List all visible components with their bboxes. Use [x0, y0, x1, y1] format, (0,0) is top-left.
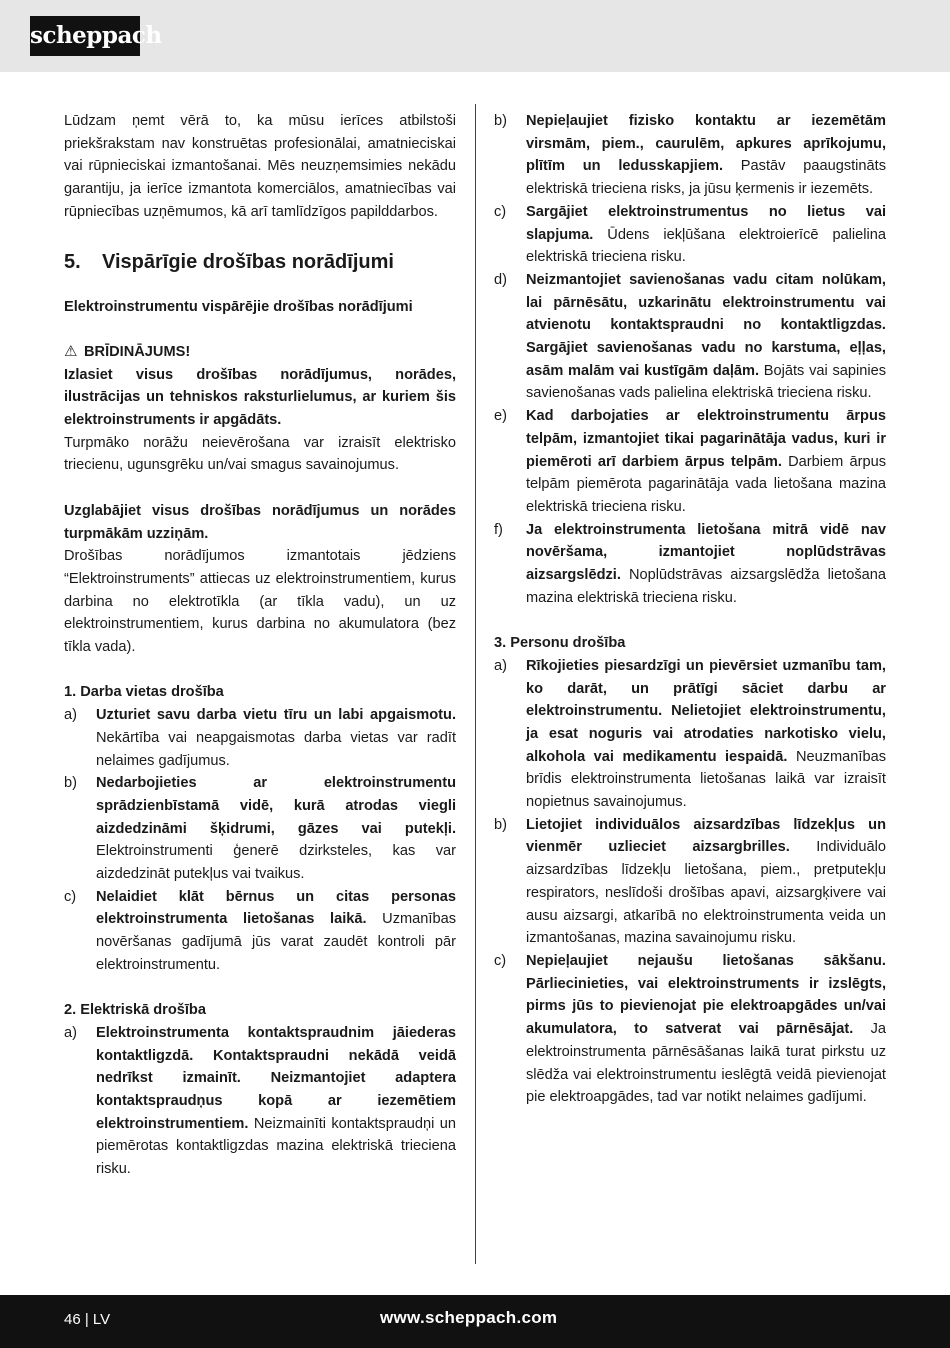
- list-item-label: b): [494, 113, 507, 129]
- warning-bold-text: Izlasiet visus drošības norādījumus, norādes, ilustrācijas un tehniskos raksturlielumus, ar kuriem šis elektroinstruments ir apgādāts.: [64, 366, 456, 429]
- list-item-bold: Rīkojieties piesardzīgi un pievērsiet uzmanību tam, ko darāt, un prātīgi sāciet darbu ar elektroinstrumentu. Nelietojiet elektroinstrumentu, ja esat noguris vai atrodaties narkotisko vielu, alkohola vai medikamentu iespaidā.: [526, 657, 886, 765]
- list-item: [494, 110, 886, 201]
- website-link[interactable]: www.scheppach.com: [380, 1308, 558, 1327]
- list-item-body: Pastāv paaugstināts elektriskā trieciena risks, ja jūsu ķermenis ir iezemēts.: [526, 158, 886, 198]
- list-item-text: [96, 1022, 456, 1181]
- list-item: [494, 814, 886, 950]
- column-divider: [475, 104, 476, 1264]
- list-item-text: [526, 405, 886, 519]
- section-number: 5.: [64, 250, 81, 273]
- list-item: [64, 772, 456, 886]
- list-item-body: Noplūdstrāvas aizsargslēdža lietošana mazina elektriskā trieciena risku.: [526, 567, 886, 606]
- list-item-bold: Nelaidiet klāt bērnus un citas personas elektroinstrumenta lietošanas laikā.: [96, 888, 456, 928]
- list-item-body: Bojāts vai sapinies savienošanas vads palielina elektriskā trieciena risku.: [526, 362, 886, 402]
- list-item-label: c): [494, 953, 507, 969]
- list-item-text: [526, 950, 886, 1109]
- subtitle: Elektroinstrumentu vispārējie drošības norādījumi: [64, 298, 413, 315]
- page-number: 46 | LV: [64, 1311, 111, 1328]
- list-item-label: c): [494, 203, 507, 220]
- list-item-body: Uzmanības novēršanas gadījumā jūs varat zaudēt kontroli pār elektroinstrumentu.: [96, 911, 456, 973]
- list-item-bold: Sargājiet elektroinstrumentus no lietus vai slapjuma.: [526, 203, 886, 243]
- list-item-body: Nekārtība vai neapgaismotas darba vietas var radīt nelaimes gadījumus.: [96, 729, 456, 769]
- s3-title: 3. Personu drošība: [494, 635, 626, 652]
- list-item-bold: Uzturiet savu darba vietu tīru un labi apgaismotu.: [96, 707, 456, 724]
- list-item-text: [526, 269, 886, 405]
- list-item: [494, 405, 886, 519]
- list-item-body: Neizmainīti kontaktspraudņi un piemērotas kontaktligzdas mazina elektriskā trieciena risku.: [96, 1115, 456, 1178]
- list-item-body: Darbiem ārpus telpām piemērota pagarinātāja vada lietošana mazina elektriskā trieciena risku.: [526, 453, 886, 515]
- warning-text: Turpmāko norāžu neievērošana var izraisīt elektrisko triecienu, ugunsgrēku un/vai smagus savainojumus.: [64, 434, 456, 474]
- section-title: Vispārīgie drošības norādījumi: [102, 250, 394, 273]
- list-item-text: [526, 201, 886, 269]
- intro-paragraph: Lūdzam ņemt vērā to, ka mūsu ierīces atbilstoši priekšrakstam nav konstruētas profesionālai, amatnieciskai vai rūpnieciskai izmantošanai. Mēs neuzņemsimies nekādu garantiju, ja ierīce izmantota komerciālos, amatniecības vai rūpniecības uzņēmumos, kā arī tamlīdzīgos papilddarbos.: [64, 113, 456, 220]
- warning-heading: [64, 341, 456, 364]
- list-item-body: Individuālo aizsardzības līdzekļu lietošana, piem., pretputekļu respirators, neslīdoši drošības apavi, aizsargķivere vai ausu aizsargi, atkarībā no elektroinstrumenta veida un izmantošanas, mazina savainojumu risku.: [526, 839, 886, 947]
- s2-list-continued: [494, 110, 886, 609]
- warning-label: BRĪDINĀJUMS!: [84, 343, 191, 360]
- list-item-bold: Nepieļaujiet fizisko kontaktu ar iezemētām virsmām, piem., caurulēm, apkures aprīkojumu, plītīm un ledusskapjiem.: [526, 113, 886, 175]
- s1-title: 1. Darba vietas drošība: [64, 684, 224, 701]
- list-item: [494, 950, 886, 1109]
- scheppach-logo: scheppach: [30, 16, 140, 56]
- list-item: [64, 886, 456, 977]
- list-item-text: [96, 886, 456, 977]
- left-column: [64, 110, 456, 1181]
- s2-title: 2. Elektriskā drošība: [64, 1002, 206, 1019]
- list-item-bold: Ja elektroinstrumenta lietošana mitrā vidē nav novēršama, izmantojiet noplūdstrāvas aizsargslēdzi.: [526, 521, 886, 584]
- list-item-body: Neuzmanības brīdis elektroinstrumenta lietošanas laikā var izraisīt nopietnus savainojumus.: [526, 748, 886, 811]
- list-item-label: a): [64, 707, 77, 724]
- s2-list: [64, 1022, 456, 1181]
- list-item: [494, 201, 886, 269]
- warning-triangle-icon: ⚠: [64, 342, 78, 360]
- list-item: [494, 655, 886, 814]
- list-item-label: d): [494, 271, 507, 288]
- s1-list: [64, 704, 456, 976]
- list-item: [494, 519, 886, 610]
- list-item-label: b): [64, 775, 77, 792]
- list-item-label: c): [64, 888, 77, 905]
- list-item-bold: Nedarbojieties ar elektroinstrumentu sprādzienbīstamā vidē, kurā atrodas viegli aizdedzināmi šķidrumi, gāzes vai putekļi.: [96, 775, 456, 837]
- page-header: [0, 0, 950, 72]
- list-item-bold: Elektroinstrumenta kontaktspraudnim jāiederas kontaktligzdā. Kontaktspraudni nekādā veidā nedrīkst izmainīt. Neizmantojiet adaptera kontaktspraudņus kopā ar iezemētiem elektroinstrumentiem.: [96, 1024, 456, 1132]
- list-item-text: [96, 772, 456, 886]
- list-item-body: Elektroinstrumenti ģenerē dzirksteles, kas var aizdedzināt putekļus vai tvaikus.: [96, 843, 456, 883]
- list-item-bold: Kad darbojaties ar elektroinstrumentu ārpus telpām, izmantojiet tikai pagarinātāja vadus, kuri ir piemēroti arī darbiem ārpus telpām.: [526, 408, 886, 470]
- list-item-body: Ja elektroinstrumenta pārnēsāšanas laikā turat pirkstu uz slēdža vai elektroinstrumentu ieslēgtā veidā pievienojat pie elektroapgādes, tad var notikt nelaimes gadījumi.: [526, 1021, 887, 1106]
- list-item: [64, 1022, 456, 1181]
- list-item-label: f): [494, 521, 503, 538]
- list-item-label: b): [494, 816, 507, 833]
- keep-instructions-text: Drošības norādījumos izmantotais jēdziens “Elektroinstruments” attiecas uz elektroinstrumentiem, kurus darbina no elektrotīkla (ar tīkla vadu), un uz elektroinstrumentiem, kurus darbina no akumulatora (bez tīkla vada).: [64, 548, 456, 656]
- list-item-text: [96, 704, 456, 772]
- keep-instructions-bold: Uzglabājiet visus drošības norādījumus un norādes turpmākām uzziņām.: [64, 502, 456, 542]
- list-item-bold: Nepieļaujiet nejaušu lietošanas sākšanu. Pārliecinieties, vai elektroinstruments ir izslēgts, pirms jūs to pievienojat pie elektroapgādes un/vai akumulatora, to satverat vai pārnēsājat.: [526, 953, 886, 1038]
- list-item-label: a): [494, 657, 507, 674]
- s3-list: [494, 655, 886, 1109]
- list-item-body: Ūdens iekļūšana elektroierīcē palielina elektriskā trieciena risku.: [526, 226, 886, 266]
- section-heading: [64, 248, 456, 276]
- list-item-bold: Lietojiet individuālos aizsardzības līdzekļus un vienmēr uzlieciet aizsargbrilles.: [526, 816, 886, 856]
- page-footer: [0, 1295, 950, 1348]
- list-item-text: [526, 519, 886, 610]
- right-column: [494, 110, 886, 1109]
- list-item-bold: Neizmantojiet savienošanas vadu citam nolūkam, lai pārnēsātu, uzkarinātu elektroinstrumentu vai atvienotu kontaktspraudni no kontaktligzdas. Sargājiet savienošanas vadu no karstuma, eļļas, asām malām vai kustīgām daļām.: [526, 271, 886, 379]
- list-item-label: e): [494, 408, 507, 425]
- list-item-label: a): [64, 1024, 77, 1041]
- list-item: [64, 704, 456, 772]
- list-item-text: [526, 655, 886, 814]
- list-item: [494, 269, 886, 405]
- list-item-text: [526, 814, 886, 950]
- list-item-text: [526, 110, 886, 201]
